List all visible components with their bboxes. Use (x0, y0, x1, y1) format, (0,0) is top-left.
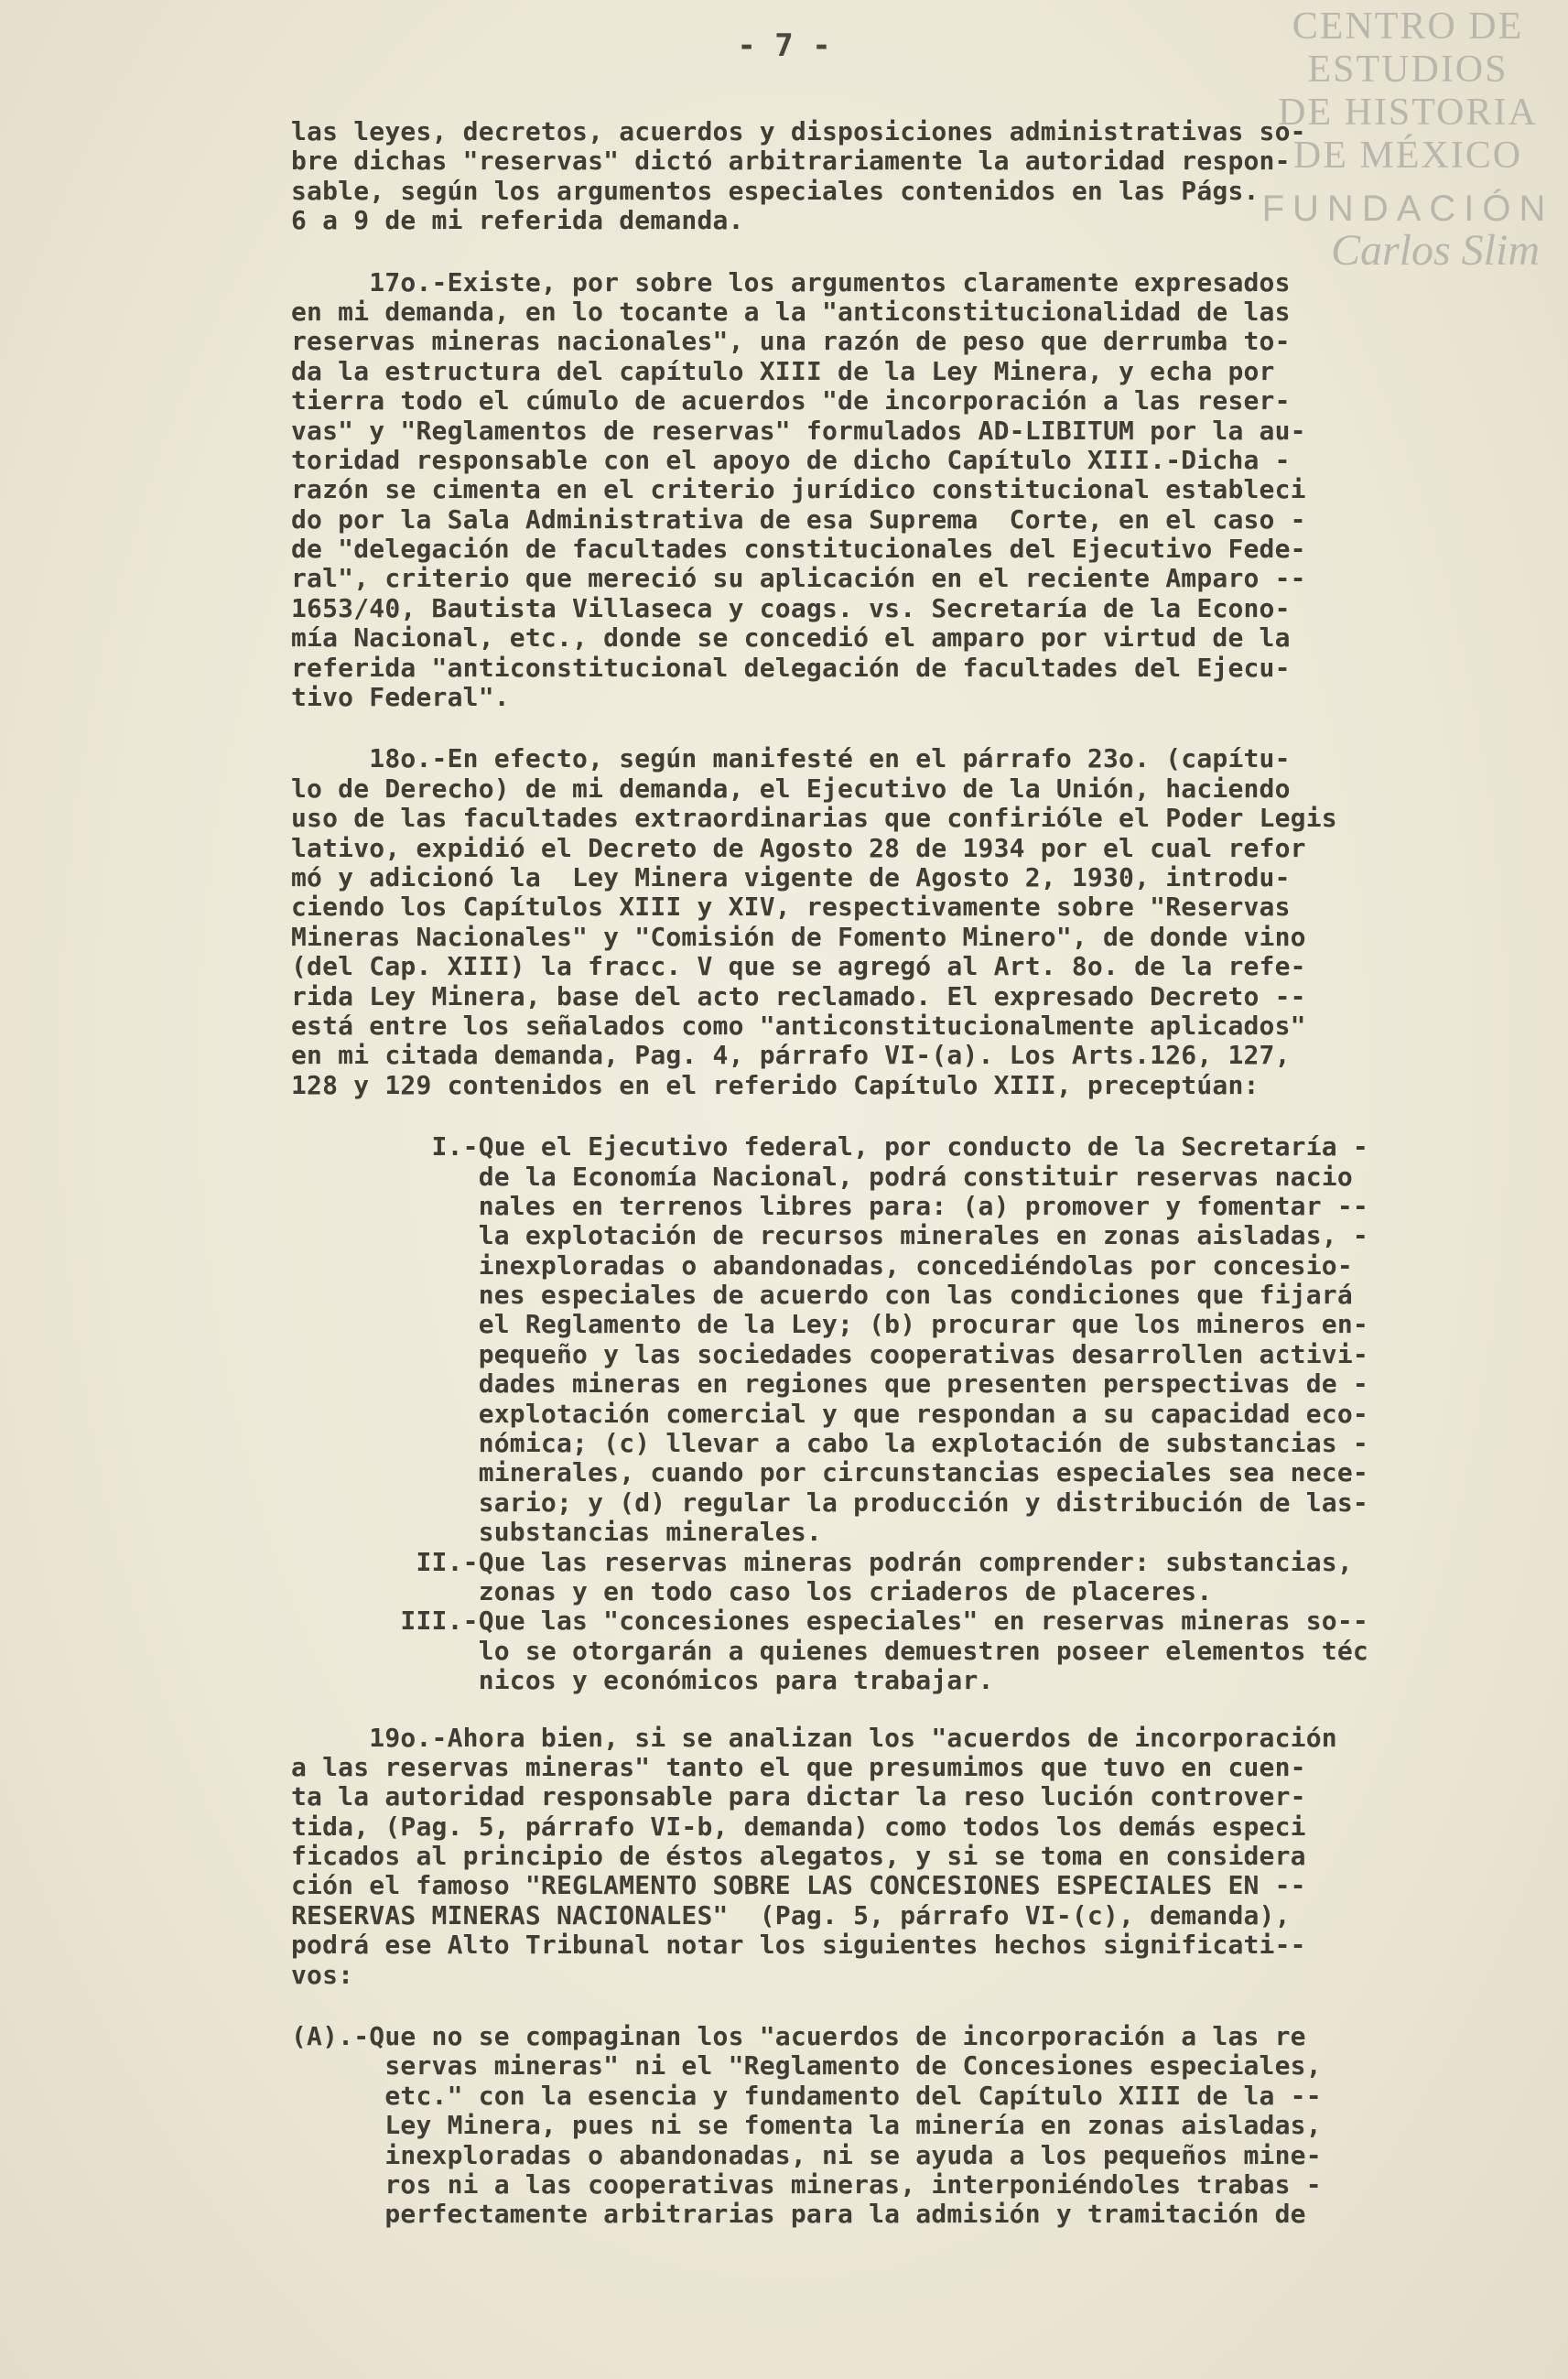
text-line: substancias minerales. (291, 1517, 822, 1548)
text-line: Mineras Nacionales" y "Comisión de Fomento Minero", de donde vino (291, 921, 1306, 952)
text-line: servas mineras" ni el "Reglamento de Concesiones especiales, (291, 2050, 1322, 2082)
watermark-signature: Carlos Slim (1330, 225, 1541, 275)
text-line: ros ni a las cooperativas mineras, interponiéndoles trabas - (291, 2169, 1322, 2200)
text-line: en mi demanda, en lo tocante a la "anticonstitucionalidad de las (291, 296, 1291, 327)
text-line: 18o.-En efecto, según manifesté en el párrafo 23o. (capítu- (291, 743, 1291, 774)
text-line: nómica; (c) llevar a cabo la explotación de substancias - (291, 1428, 1368, 1459)
text-line: reservas mineras nacionales", una razón de peso que derrumba to- (291, 326, 1291, 357)
text-line: dades mineras en regiones que presenten perspectivas de - (291, 1368, 1368, 1400)
document-body (291, 117, 1454, 2230)
text-line: do por la Sala Administrativa de esa Suprema Corte, en el caso - (291, 503, 1306, 535)
text-line: nales en terrenos libres para: (a) promover y fomentar -- (291, 1190, 1368, 1221)
text-line: rida Ley Minera, base del acto reclamado. El expresado Decreto -- (291, 980, 1306, 1011)
text-line: RESERVAS MINERAS NACIONALES" (Pag. 5, párrafo VI-(c), demanda), (291, 1899, 1291, 1930)
text-line: de "delegación de facultades constitucionales del Ejecutivo Fede- (291, 534, 1306, 565)
text-line: perfectamente arbitrarias para la admisión y tramitación de (291, 2199, 1306, 2230)
text-line: minerales, cuando por circunstancias especiales sea nece- (291, 1457, 1368, 1488)
paragraph (291, 744, 1454, 1100)
paragraph (291, 2022, 1454, 2230)
text-line: sario; y (d) regular la producción y distribución de las- (291, 1487, 1368, 1518)
text-line: (A).-Que no se compaginan los "acuerdos de incorporación a las re (291, 2021, 1306, 2052)
text-line: ción el famoso "REGLAMENTO SOBRE LAS CONCESIONES ESPECIALES EN -- (291, 1870, 1306, 1901)
paragraph (291, 117, 1454, 236)
text-line: inexploradas o abandonadas, ni se ayuda a los pequeños mine- (291, 2139, 1322, 2170)
text-line: sable, según los argumentos especiales contenidos en las Págs. (291, 175, 1260, 206)
text-line: da la estructura del capítulo XIII de la Ley Minera, y echa por (291, 355, 1275, 386)
watermark-line-4: DE MÉXICO (1292, 135, 1523, 178)
paragraph (291, 1724, 1454, 1991)
text-line: II.-Que las reservas mineras podrán comprender: substancias, (291, 1546, 1353, 1577)
paragraph-gap (291, 712, 1454, 744)
text-line: uso de las facultades extraordinarias que confirióle el Poder Legis (291, 803, 1337, 834)
text-line: III.-Que las "concesiones especiales" en reservas mineras so-- (291, 1606, 1368, 1637)
text-line: 128 y 129 contenidos en el referido Capítulo XIII, preceptúan: (291, 1069, 1260, 1100)
text-line: las leyes, decretos, acuerdos y disposiciones administrativas so- (291, 116, 1306, 146)
text-line: razón se cimenta en el criterio jurídico constitucional estableci (291, 474, 1306, 505)
text-line: a las reservas mineras" tanto el que presumimos que tuvo en cuen- (291, 1751, 1306, 1782)
paragraph-gap (291, 1696, 1454, 1724)
text-line: 6 a 9 de mi referida demanda. (291, 205, 744, 236)
text-line: en mi citada demanda, Pag. 4, párrafo VI-(a). Los Arts.126, 127, (291, 1040, 1291, 1071)
text-line: lativo, expidió el Decreto de Agosto 28 de 1934 por el cual refor (291, 832, 1306, 863)
page-number: - 7 - (737, 27, 831, 64)
text-line: está entre los señalados como "anticonstitucionalmente aplicados" (291, 1010, 1306, 1041)
text-line: toridad responsable con el apoyo de dicho Capítulo XIII.-Dicha - (291, 444, 1291, 475)
text-line: 19o.-Ahora bien, si se analizan los "acuerdos de incorporación (291, 1722, 1337, 1753)
text-line: nicos y económicos para trabajar. (291, 1665, 994, 1696)
text-line: el Reglamento de la Ley; (b) procurar que los mineros en- (291, 1309, 1368, 1340)
text-line: nes especiales de acuerdo con las condiciones que fijará (291, 1280, 1353, 1311)
text-line: referida "anticonstitucional delegación de facultades del Ejecu- (291, 652, 1291, 683)
text-line: ciendo los Capítulos XIII y XIV, respectivamente sobre "Reservas (291, 892, 1291, 923)
paragraph (291, 1132, 1454, 1695)
text-line: lo se otorgarán a quienes demuestren poseer elementos téc (291, 1635, 1368, 1666)
text-line: ficados al principio de éstos alegatos, y si se toma en considera (291, 1841, 1306, 1872)
text-line: tierra todo el cúmulo de acuerdos "de incorporación a las reser- (291, 385, 1291, 416)
watermark-line-1: CENTRO DE (1292, 5, 1524, 48)
text-line: ta la autoridad responsable para dictar la reso lución controver- (291, 1781, 1306, 1812)
text-line: inexploradas o abandonadas, concediéndolas por concesio- (291, 1249, 1353, 1281)
watermark-line-3: DE HISTORIA (1278, 92, 1538, 135)
watermark-foundation: FUNDACIÓN (1261, 189, 1554, 230)
text-line: zonas y en todo caso los criaderos de placeres. (291, 1575, 1213, 1606)
paragraph (291, 268, 1454, 713)
text-line: I.-Que el Ejecutivo federal, por conducto de la Secretaría - (291, 1131, 1368, 1162)
text-line: mía Nacional, etc., donde se concedió el amparo por virtud de la (291, 622, 1291, 654)
paragraph-gap (291, 236, 1454, 268)
text-line: vos: (291, 1959, 354, 1990)
text-line: (del Cap. XIII) la fracc. V que se agregó al Art. 8o. de la refe- (291, 951, 1306, 982)
text-line: tida, (Pag. 5, párrafo VI-b, demanda) como todos los demás especi (291, 1811, 1306, 1842)
text-line: bre dichas "reservas" dictó arbitrariamente la autoridad respon- (291, 146, 1291, 177)
text-line: vas" y "Reglamentos de reservas" formulados AD-LIBITUM por la au- (291, 415, 1306, 446)
watermark-line-2: ESTUDIOS (1307, 49, 1509, 92)
text-line: lo de Derecho) de mi demanda, el Ejecutivo de la Unión, haciendo (291, 773, 1291, 804)
text-line: mó y adicionó la Ley Minera vigente de Agosto 2, 1930, introdu- (291, 861, 1291, 892)
paragraph-gap (291, 1100, 1454, 1132)
text-line: la explotación de recursos minerales en zonas aisladas, - (291, 1220, 1368, 1251)
text-line: ral", criterio que mereció su aplicación en el reciente Amparo -- (291, 563, 1306, 594)
text-line: pequeño y las sociedades cooperativas desarrollen activi- (291, 1338, 1368, 1369)
text-line: 1653/40, Bautista Villaseca y coags. vs. Secretaría de la Econo- (291, 592, 1291, 623)
text-line: explotación comercial y que respondan a su capacidad eco- (291, 1398, 1368, 1429)
text-line: tivo Federal". (291, 682, 510, 713)
paragraph-gap (291, 1990, 1454, 2022)
text-line: etc." con la esencia y fundamento del Capítulo XIII de la -- (291, 2080, 1322, 2111)
text-line: 17o.-Existe, por sobre los argumentos claramente expresados (291, 266, 1291, 297)
text-line: podrá ese Alto Tribunal notar los siguientes hechos significati-- (291, 1930, 1306, 1961)
text-line: de la Economía Nacional, podrá constituir reservas nacio (291, 1161, 1353, 1192)
text-line: Ley Minera, pues ni se fomenta la minería en zonas aisladas, (291, 2110, 1322, 2141)
